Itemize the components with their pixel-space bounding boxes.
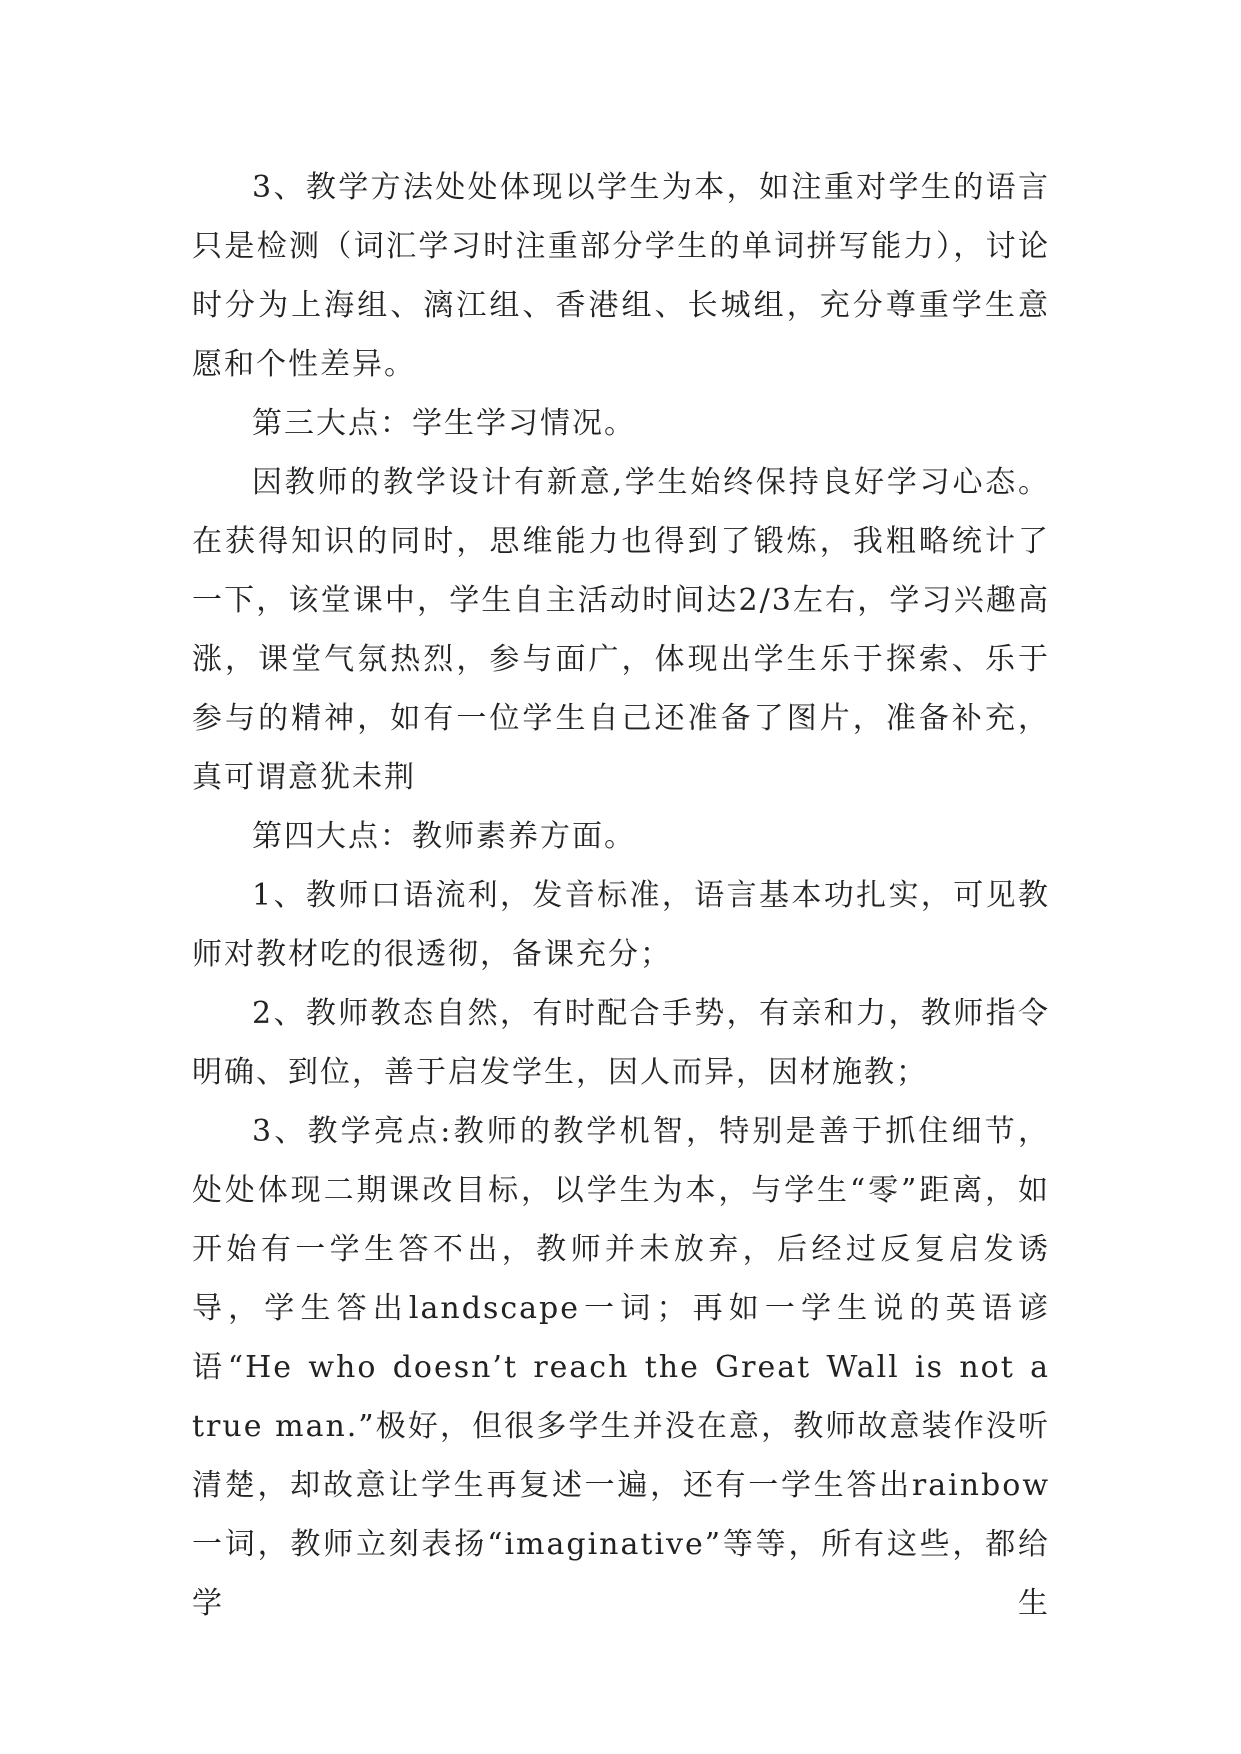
section-heading-teacher-quality: 第四大点：教师素养方面。 [252, 819, 636, 854]
paragraph-teacher-manner: 2、教师教态自然，有时配合手势，有亲和力，教师指令明确、到位，善于启发学生，因人而异，因材施教； [192, 996, 1050, 1090]
document-body [192, 158, 1050, 1633]
paragraph-teacher-oral: 1、教师口语流利，发音标准，语言基本功扎实，可见教师对教材吃的很透彻，备课充分； [192, 878, 1050, 972]
paragraph-teaching-method: 3、教学方法处处体现以学生为本，如注重对学生的语言只是检测（词汇学习时注重部分学生的单词拼写能力），讨论时分为上海组、漓江组、香港组、长城组，充分尊重学生意愿和个性差异。 [192, 170, 1050, 382]
paragraph-student-learning: 因教师的教学设计有新意,学生始终保持良好学习心态。在获得知识的同时，思维能力也得到了锻炼，我粗略统计了一下，该堂课中，学生自主活动时间达2/3左右，学习兴趣高涨，课堂气氛热烈，参与面广，体现出学生乐于探索、乐于参与的精神，如有一位学生自己还准备了图片，准备补充，真可谓意犹未荆 [192, 465, 1050, 795]
section-heading-student-learning: 第三大点：学生学习情况。 [252, 406, 636, 441]
paragraph-teaching-highlight: 3、教学亮点:教师的教学机智，特别是善于抓住细节，处处体现二期课改目标，以学生为本，与学生“零”距离，如开始有一学生答不出，教师并未放弃，后经过反复启发诱导，学生答出landscape一词；再如一学生说的英语谚语“He who doesn’t reach the Great Wall is not a true man.”极好，但很多学生并没在意，教师故意装作没听清楚，却故意让学生再复述一遍，还有一学生答出rainbow一词，教师立刻表扬“imaginative”等等，所有这些，都给学生 [192, 1114, 1050, 1621]
